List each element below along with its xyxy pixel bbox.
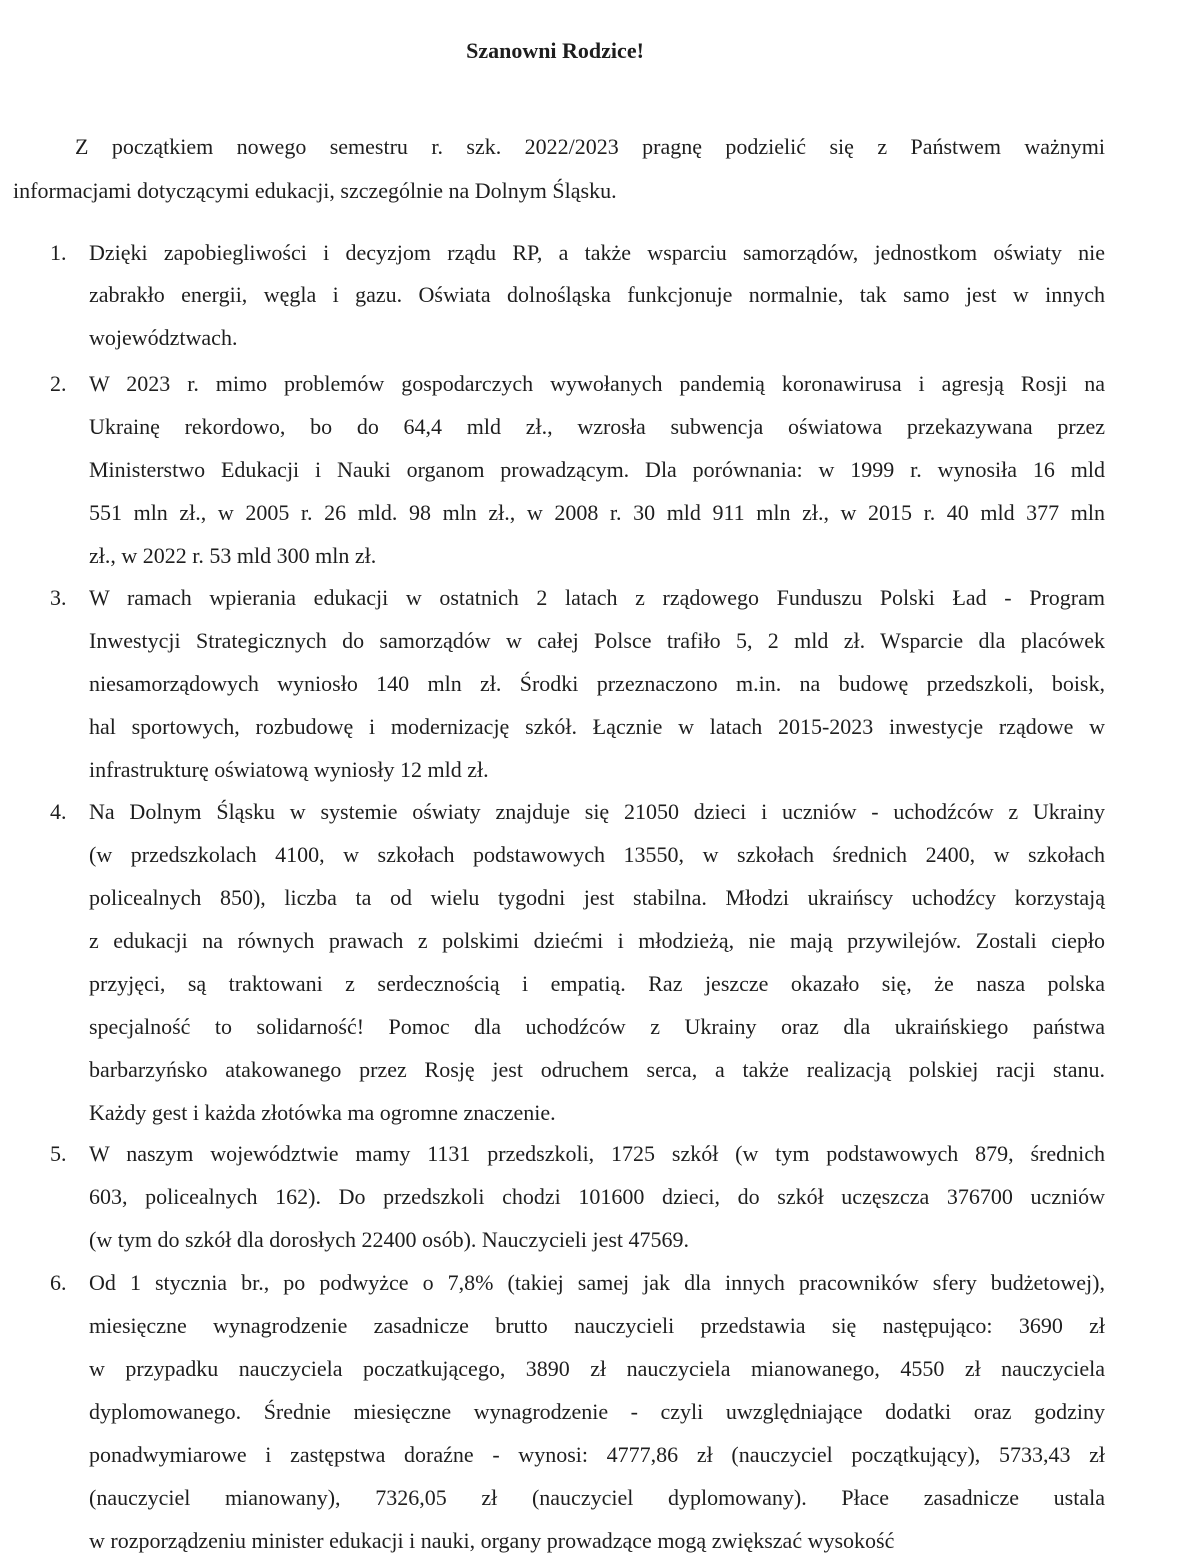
item-line: województwach. [89, 325, 238, 350]
item-line: w przypadku nauczyciela poczatkującego, 3890 zł nauczyciela mianowanego, 4550 zł nauczyciela [89, 1356, 1105, 1381]
item-line: W ramach wpierania edukacji w ostatnich 2 latach z rządowego Funduszu Polski Ład - Program [89, 585, 1105, 610]
item-line: (w przedszkolach 4100, w szkołach podstawowych 13550, w szkołach średnich 2400, w szkołach [89, 842, 1105, 867]
intro-line: Z początkiem nowego semestru r. szk. 2022/2023 pragnę podzielić się z Państwem ważnymi [75, 134, 1105, 159]
item-number: 1. [50, 240, 67, 265]
item-line: zł., w 2022 r. 53 mld 300 mln zł. [89, 543, 377, 568]
item-line: Dzięki zapobiegliwości i decyzjom rządu RP, a także wsparciu samorządów, jednostkom oświaty nie [89, 240, 1105, 265]
item-line: przyjęci, są traktowani z serdecznością i empatią. Raz jeszcze okazało się, że nasza polska [89, 971, 1105, 996]
item-line: ponadwymiarowe i zastępstwa doraźne - wynosi: 4777,86 zł (nauczyciel początkujący), 5733,43 zł [89, 1442, 1105, 1467]
item-line: W naszym województwie mamy 1131 przedszkoli, 1725 szkół (w tym podstawowych 879, średnich [89, 1141, 1105, 1166]
item-line: (nauczyciel mianowany), 7326,05 zł (nauczyciel dyplomowany). Płace zasadnicze ustala [89, 1485, 1105, 1510]
item-line: policealnych 850), liczba ta od wielu tygodni jest stabilna. Młodzi ukraińscy uchodźcy korzystają [89, 885, 1105, 910]
item-line: niesamorządowych wyniosło 140 mln zł. Środki przeznaczono m.in. na budowę przedszkoli, boisk, [89, 671, 1105, 696]
item-number: 3. [50, 585, 67, 610]
item-number: 2. [50, 371, 67, 396]
item-line: Ministerstwo Edukacji i Nauki organom prowadzącym. Dla porównania: w 1999 r. wynosiła 16 mld [89, 457, 1105, 482]
item-line: Na Dolnym Śląsku w systemie oświaty znajduje się 21050 dzieci i uczniów - uchodźców z Ukrainy [89, 799, 1105, 824]
item-line: Ukrainę rekordowo, bo do 64,4 mld zł., wzrosła subwencja oświatowa przekazywana przez [89, 414, 1105, 439]
item-line: hal sportowych, rozbudowę i modernizację szkół. Łącznie w latach 2015-2023 inwestycje rządowe w [89, 714, 1105, 739]
document-title: Szanowni Rodzice! [466, 38, 644, 63]
item-line: (w tym do szkół dla dorosłych 22400 osób). Nauczycieli jest 47569. [89, 1227, 690, 1252]
item-line: Inwestycji Strategicznych do samorządów w całej Polsce trafiło 5, 2 mld zł. Wsparcie dla placówek [89, 628, 1105, 653]
item-line: W 2023 r. mimo problemów gospodarczych wywołanych pandemią koronawirusa i agresją Rosji na [89, 371, 1105, 396]
item-line: 603, policealnych 162). Do przedszkoli chodzi 101600 dzieci, do szkół uczęszcza 376700 uczniów [89, 1184, 1105, 1209]
item-line: Każdy gest i każda złotówka ma ogromne znaczenie. [89, 1100, 556, 1125]
item-line: miesięczne wynagrodzenie zasadnicze brutto nauczycieli przedstawia się następująco: 3690 zł [89, 1313, 1105, 1338]
item-line: w rozporządzeniu minister edukacji i nauki, organy prowadzące mogą zwiększać wysokość [89, 1528, 895, 1553]
item-number: 4. [50, 799, 67, 824]
item-line: z edukacji na równych prawach z polskimi dziećmi i młodzieżą, nie mają przywilejów. Zostali ciepło [89, 928, 1105, 953]
item-number: 6. [50, 1270, 67, 1295]
item-line: zabrakło energii, węgla i gazu. Oświata dolnośląska funkcjonuje normalnie, tak samo jest w innych [89, 282, 1105, 307]
item-line: infrastrukturę oświatową wyniosły 12 mld zł. [89, 757, 489, 782]
item-line: specjalność to solidarność! Pomoc dla uchodźców z Ukrainy oraz dla ukraińskiego państwa [89, 1014, 1105, 1039]
item-line: Od 1 stycznia br., po podwyżce o 7,8% (takiej samej jak dla innych pracowników sfery budżetowej), [89, 1270, 1105, 1295]
item-number: 5. [50, 1141, 67, 1166]
item-line: barbarzyńsko atakowanego przez Rosję jest odruchem serca, a także realizacją polskiej racji stanu. [89, 1057, 1105, 1082]
intro-line: informacjami dotyczącymi edukacji, szczególnie na Dolnym Śląsku. [13, 178, 617, 203]
item-line: dyplomowanego. Średnie miesięczne wynagrodzenie - czyli uwzględniające dodatki oraz godziny [89, 1399, 1105, 1424]
item-line: 551 mln zł., w 2005 r. 26 mld. 98 mln zł., w 2008 r. 30 mld 911 mln zł., w 2015 r. 40 mld 377 mln [89, 500, 1105, 525]
